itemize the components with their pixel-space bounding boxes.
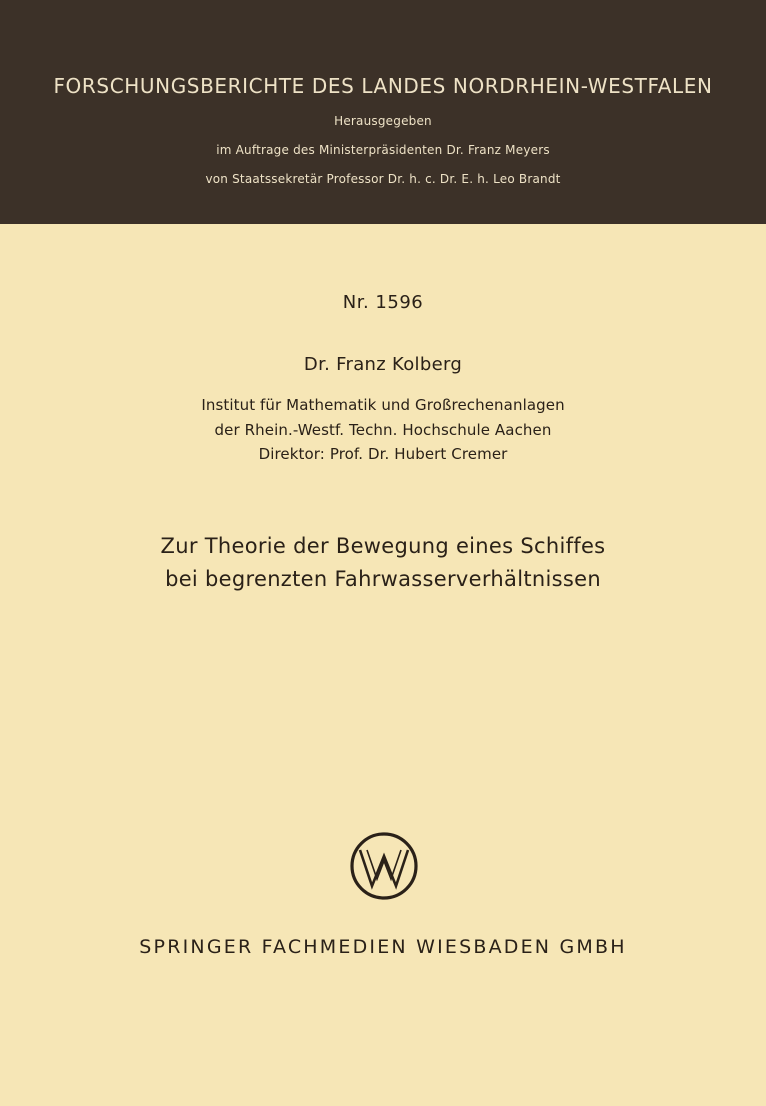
springer-w-circle-icon — [349, 831, 419, 901]
author-name: Dr. Franz Kolberg — [303, 354, 463, 375]
book-title-line: bei begrenzten Fahrwasserverhältnissen — [165, 567, 601, 591]
series-title: FORSCHUNGSBERICHTE DES LANDES NORDRHEIN-WESTFALEN — [53, 74, 713, 98]
editor-line: Herausgegeben — [334, 114, 432, 128]
report-number: Nr. 1596 — [342, 292, 424, 313]
institute-line: Institut für Mathematik und Großrechenanlagen — [201, 396, 565, 414]
publisher-name: SPRINGER FACHMEDIEN WIESBADEN GMBH — [139, 936, 627, 958]
secretary-line: von Staatssekretär Professor Dr. h. c. Dr. E. h. Leo Brandt — [205, 172, 561, 186]
institute-director-line: Direktor: Prof. Dr. Hubert Cremer — [258, 445, 508, 463]
institute-line: der Rhein.-Westf. Techn. Hochschule Aachen — [214, 421, 552, 439]
header-band — [0, 0, 766, 224]
commission-line: im Auftrage des Ministerpräsidenten Dr. Franz Meyers — [216, 143, 550, 157]
book-title-line: Zur Theorie der Bewegung eines Schiffes — [160, 534, 606, 558]
